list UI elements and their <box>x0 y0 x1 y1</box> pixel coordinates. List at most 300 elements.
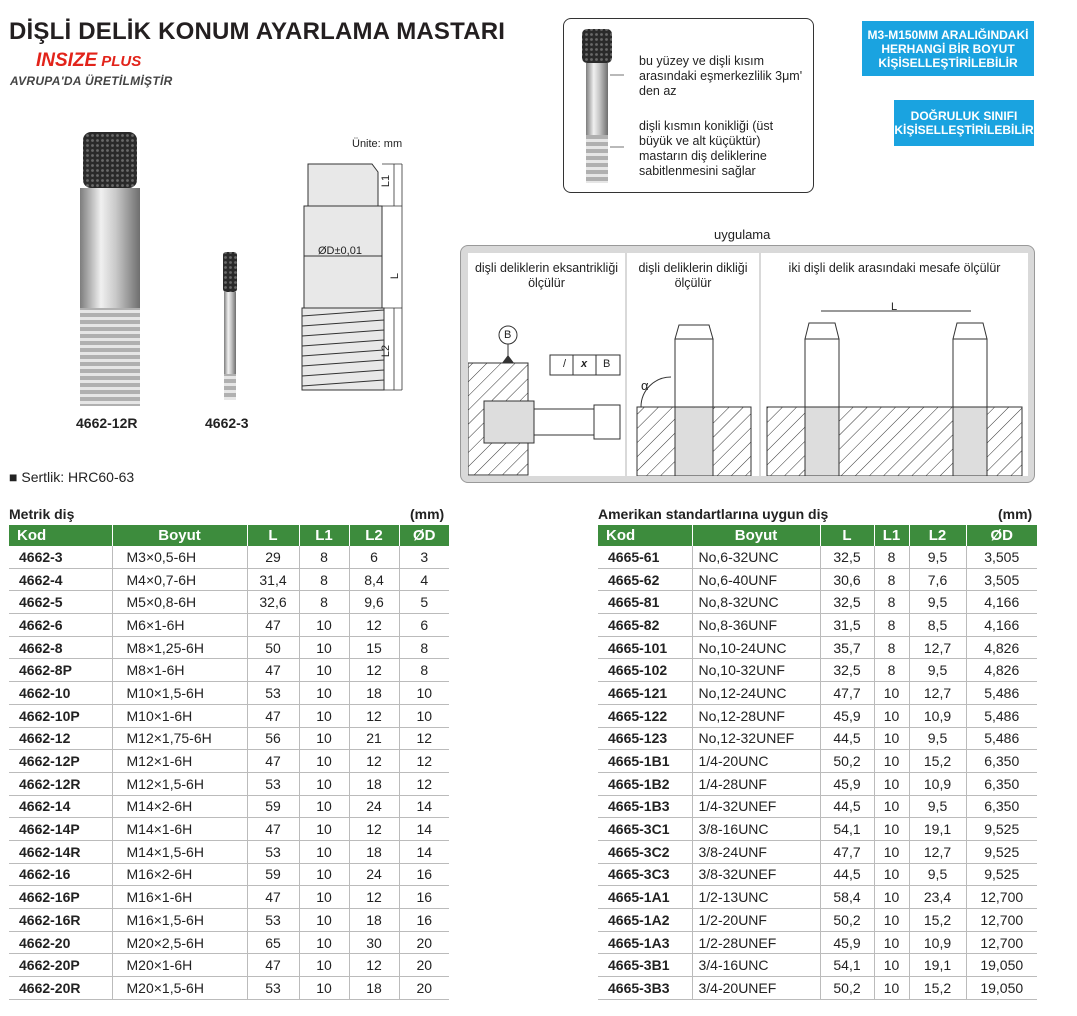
table-row <box>9 954 449 977</box>
table-row <box>598 682 1037 705</box>
cell-boyut: M3×0,5-6H <box>112 546 247 568</box>
cell-kod: 4665-82 <box>598 614 692 637</box>
col-l1: L1 <box>874 525 909 546</box>
cell-l: 32,5 <box>820 591 874 614</box>
cell-kod: 4665-61 <box>598 546 692 568</box>
table-row <box>9 750 449 773</box>
cell-boyut: 1/4-28UNF <box>692 772 820 795</box>
cell-boyut: 3/4-16UNC <box>692 954 820 977</box>
cell-od: 12 <box>399 750 449 773</box>
cell-l: 50,2 <box>820 977 874 1000</box>
distance-label: L <box>891 301 898 313</box>
cell-od: 4,826 <box>966 636 1037 659</box>
cell-l2: 10,9 <box>909 772 966 795</box>
cell-kod: 4662-12P <box>9 750 112 773</box>
cell-l1: 10 <box>299 704 349 727</box>
cell-l1: 10 <box>299 727 349 750</box>
panel-distance <box>761 253 1028 476</box>
cell-l1: 10 <box>874 795 909 818</box>
application-diagram <box>460 245 1035 483</box>
unit-label: Ünite: mm <box>352 138 403 150</box>
cell-od: 16 <box>399 909 449 932</box>
table-row <box>598 546 1037 568</box>
cell-l2: 9,5 <box>909 863 966 886</box>
table-row <box>598 909 1037 932</box>
col-kod: Kod <box>9 525 112 546</box>
cell-l: 32,5 <box>820 659 874 682</box>
panel-perpendicularity <box>627 253 759 476</box>
cell-od: 12,700 <box>966 909 1037 932</box>
cell-l: 59 <box>247 795 299 818</box>
cell-l1: 8 <box>874 659 909 682</box>
cell-l2: 18 <box>349 909 399 932</box>
alpha-label: α <box>641 378 649 393</box>
cell-od: 16 <box>399 886 449 909</box>
cell-kod: 4665-1B2 <box>598 772 692 795</box>
gauge-callout-image <box>574 27 624 187</box>
cell-kod: 4662-16P <box>9 886 112 909</box>
american-title: Amerikan standartlarına uygun diş <box>598 506 829 522</box>
cell-l1: 8 <box>874 614 909 637</box>
cell-boyut: M14×1,5-6H <box>112 840 247 863</box>
table-row <box>598 795 1037 818</box>
cell-l2: 15,2 <box>909 977 966 1000</box>
cell-od: 12 <box>399 727 449 750</box>
col-l1: L1 <box>299 525 349 546</box>
cell-od: 4,166 <box>966 591 1037 614</box>
cell-boyut: M8×1,25-6H <box>112 636 247 659</box>
cell-kod: 4662-14R <box>9 840 112 863</box>
cell-l1: 10 <box>874 750 909 773</box>
table-row <box>598 772 1037 795</box>
cell-kod: 4662-6 <box>9 614 112 637</box>
cell-l: 32,6 <box>247 591 299 614</box>
cell-l: 58,4 <box>820 886 874 909</box>
cell-l1: 10 <box>299 840 349 863</box>
cell-l1: 8 <box>299 546 349 568</box>
cell-l1: 10 <box>874 682 909 705</box>
cell-od: 16 <box>399 863 449 886</box>
cell-l1: 10 <box>874 727 909 750</box>
cell-l: 53 <box>247 772 299 795</box>
cell-kod: 4662-14P <box>9 818 112 841</box>
cell-od: 10 <box>399 682 449 705</box>
cell-od: 4 <box>399 568 449 591</box>
cell-l2: 12 <box>349 614 399 637</box>
cell-boyut: M16×1-6H <box>112 886 247 909</box>
cell-od: 9,525 <box>966 840 1037 863</box>
cell-od: 6,350 <box>966 750 1037 773</box>
cell-l: 47 <box>247 750 299 773</box>
cell-od: 14 <box>399 818 449 841</box>
metric-title: Metrik diş <box>9 506 75 522</box>
table-row <box>9 818 449 841</box>
american-unit: (mm) <box>998 506 1033 522</box>
cell-l1: 10 <box>874 772 909 795</box>
feature-callout <box>563 18 814 193</box>
cell-l: 50,2 <box>820 909 874 932</box>
cell-l: 53 <box>247 909 299 932</box>
cell-boyut: No,8-32UNC <box>692 591 820 614</box>
cell-l1: 10 <box>874 863 909 886</box>
brand-name: INSIZE <box>36 50 98 71</box>
cell-l1: 10 <box>299 795 349 818</box>
cell-od: 20 <box>399 931 449 954</box>
cell-l: 44,5 <box>820 795 874 818</box>
table-row <box>598 954 1037 977</box>
cell-boyut: 1/4-32UNEF <box>692 795 820 818</box>
cell-boyut: M5×0,8-6H <box>112 591 247 614</box>
col-l: L <box>247 525 299 546</box>
cell-boyut: 3/4-20UNEF <box>692 977 820 1000</box>
cell-od: 20 <box>399 954 449 977</box>
cell-boyut: M16×1,5-6H <box>112 909 247 932</box>
col-boyut: Boyut <box>692 525 820 546</box>
dim-od: ØD±0,01 <box>318 245 362 257</box>
cell-boyut: M12×1,5-6H <box>112 772 247 795</box>
table-row <box>598 977 1037 1000</box>
cell-l: 31,4 <box>247 568 299 591</box>
cell-l2: 8,4 <box>349 568 399 591</box>
made-in-label: AVRUPA'DA ÜRETİLMİŞTİR <box>10 74 173 88</box>
cell-kod: 4665-123 <box>598 727 692 750</box>
cell-l1: 10 <box>299 886 349 909</box>
cell-boyut: 1/2-20UNF <box>692 909 820 932</box>
accuracy-custom-badge: DOĞRULUK SINIFI KİŞİSELLEŞTİRİLEBİLİR <box>894 100 1034 146</box>
fcf-datum: B <box>603 358 611 370</box>
table-row <box>598 750 1037 773</box>
col-kod: Kod <box>598 525 692 546</box>
brand-plus: PLUS <box>101 53 142 70</box>
cell-l: 44,5 <box>820 863 874 886</box>
cell-od: 8 <box>399 659 449 682</box>
cell-l2: 12 <box>349 750 399 773</box>
cell-l2: 12,7 <box>909 682 966 705</box>
hardness-note: ■ Sertlik: HRC60-63 <box>9 469 135 485</box>
cell-l2: 19,1 <box>909 954 966 977</box>
cell-kod: 4662-4 <box>9 568 112 591</box>
cell-od: 3 <box>399 546 449 568</box>
cell-kod: 4662-20P <box>9 954 112 977</box>
cell-kod: 4662-20 <box>9 931 112 954</box>
brand-logo <box>36 50 141 72</box>
cell-od: 8 <box>399 636 449 659</box>
cell-l: 30,6 <box>820 568 874 591</box>
cell-l1: 10 <box>874 818 909 841</box>
table-row <box>598 704 1037 727</box>
cell-l1: 10 <box>299 954 349 977</box>
cell-l2: 12 <box>349 659 399 682</box>
cell-od: 14 <box>399 795 449 818</box>
table-row <box>9 795 449 818</box>
cell-od: 12,700 <box>966 931 1037 954</box>
cell-l: 47 <box>247 659 299 682</box>
dim-l1: L1 <box>380 174 393 188</box>
cell-kod: 4665-3C3 <box>598 863 692 886</box>
cell-boyut: No,12-24UNC <box>692 682 820 705</box>
cell-l2: 12,7 <box>909 840 966 863</box>
cell-l: 44,5 <box>820 727 874 750</box>
dim-l: L <box>389 272 402 280</box>
cell-l2: 30 <box>349 931 399 954</box>
table-row <box>598 568 1037 591</box>
table-row <box>598 863 1037 886</box>
cell-l1: 10 <box>874 977 909 1000</box>
cell-kod: 4665-1A1 <box>598 886 692 909</box>
cell-kod: 4662-14 <box>9 795 112 818</box>
cell-od: 12,700 <box>966 886 1037 909</box>
cell-od: 5 <box>399 591 449 614</box>
fcf-x: x <box>581 358 588 370</box>
cell-l: 45,9 <box>820 772 874 795</box>
cell-l2: 12 <box>349 954 399 977</box>
cell-kod: 4662-10 <box>9 682 112 705</box>
col-boyut: Boyut <box>112 525 247 546</box>
col-l2: L2 <box>349 525 399 546</box>
table-row <box>598 931 1037 954</box>
cell-l: 35,7 <box>820 636 874 659</box>
cell-od: 20 <box>399 977 449 1000</box>
table-row <box>9 636 449 659</box>
cell-kod: 4665-3B3 <box>598 977 692 1000</box>
panel-perpendicularity-title: dişli deliklerin dikliği ölçülür <box>638 261 748 290</box>
table-row <box>598 818 1037 841</box>
cell-l1: 8 <box>299 591 349 614</box>
fcf-symbol: / <box>563 358 567 370</box>
cell-od: 10 <box>399 704 449 727</box>
cell-boyut: M20×1-6H <box>112 954 247 977</box>
cell-l1: 10 <box>299 977 349 1000</box>
table-row <box>9 727 449 750</box>
cell-l1: 10 <box>299 750 349 773</box>
cell-l1: 10 <box>299 659 349 682</box>
cell-l2: 12,7 <box>909 636 966 659</box>
cell-l1: 8 <box>299 568 349 591</box>
cell-l1: 8 <box>874 568 909 591</box>
cell-l1: 10 <box>874 886 909 909</box>
table-row <box>9 931 449 954</box>
cell-kod: 4665-102 <box>598 659 692 682</box>
table-row <box>9 704 449 727</box>
cell-l: 50 <box>247 636 299 659</box>
metric-unit: (mm) <box>410 506 445 522</box>
product-label-large: 4662-12R <box>76 415 138 431</box>
cell-kod: 4662-12R <box>9 772 112 795</box>
cell-l2: 7,6 <box>909 568 966 591</box>
table-row <box>598 591 1037 614</box>
cell-boyut: M12×1-6H <box>112 750 247 773</box>
cell-l2: 10,9 <box>909 931 966 954</box>
table-row <box>9 886 449 909</box>
cell-boyut: No,6-40UNF <box>692 568 820 591</box>
cell-od: 6 <box>399 614 449 637</box>
cell-l2: 19,1 <box>909 818 966 841</box>
cell-boyut: M14×2-6H <box>112 795 247 818</box>
cell-l2: 15,2 <box>909 750 966 773</box>
cell-l1: 8 <box>874 636 909 659</box>
table-row <box>9 772 449 795</box>
cell-l: 59 <box>247 863 299 886</box>
cell-kod: 4665-1A2 <box>598 909 692 932</box>
cell-l2: 9,6 <box>349 591 399 614</box>
cell-l: 54,1 <box>820 954 874 977</box>
table-row <box>598 886 1037 909</box>
cell-l2: 10,9 <box>909 704 966 727</box>
table-row <box>9 840 449 863</box>
cell-l1: 10 <box>874 931 909 954</box>
cell-kod: 4665-81 <box>598 591 692 614</box>
table-row <box>9 682 449 705</box>
cell-l2: 6 <box>349 546 399 568</box>
cell-od: 9,525 <box>966 818 1037 841</box>
cell-l: 53 <box>247 977 299 1000</box>
cell-boyut: M6×1-6H <box>112 614 247 637</box>
cell-kod: 4662-20R <box>9 977 112 1000</box>
panel-eccentricity <box>468 253 625 476</box>
cell-kod: 4665-1A3 <box>598 931 692 954</box>
cell-l1: 10 <box>874 954 909 977</box>
cell-kod: 4662-3 <box>9 546 112 568</box>
table-row <box>9 591 449 614</box>
cell-l1: 10 <box>299 772 349 795</box>
cell-kod: 4662-10P <box>9 704 112 727</box>
gauge-4662-12r-image <box>70 128 150 412</box>
table-row <box>598 659 1037 682</box>
cell-l2: 12 <box>349 886 399 909</box>
cell-kod: 4665-122 <box>598 704 692 727</box>
table-row <box>9 909 449 932</box>
product-label-small: 4662-3 <box>205 415 249 431</box>
cell-od: 5,486 <box>966 704 1037 727</box>
cell-l2: 18 <box>349 840 399 863</box>
table-row <box>598 840 1037 863</box>
cell-l2: 8,5 <box>909 614 966 637</box>
cell-kod: 4662-8P <box>9 659 112 682</box>
cell-kod: 4662-16R <box>9 909 112 932</box>
cell-l: 47 <box>247 818 299 841</box>
cell-od: 5,486 <box>966 682 1037 705</box>
concentricity-note: bu yüzey ve dişli kısım arasındaki eşmerkezlilik 3μm' den az <box>639 54 803 98</box>
cell-boyut: 1/2-13UNC <box>692 886 820 909</box>
cell-kod: 4665-62 <box>598 568 692 591</box>
cell-od: 12 <box>399 772 449 795</box>
cell-l: 53 <box>247 840 299 863</box>
cell-boyut: No,8-36UNF <box>692 614 820 637</box>
cell-l1: 10 <box>874 909 909 932</box>
cell-l: 45,9 <box>820 931 874 954</box>
cell-boyut: M8×1-6H <box>112 659 247 682</box>
cell-boyut: No,6-32UNC <box>692 546 820 568</box>
cell-l1: 10 <box>299 818 349 841</box>
cell-boyut: M20×2,5-6H <box>112 931 247 954</box>
cell-l: 45,9 <box>820 704 874 727</box>
cell-kod: 4662-16 <box>9 863 112 886</box>
cell-boyut: No,10-32UNF <box>692 659 820 682</box>
cell-boyut: M20×1,5-6H <box>112 977 247 1000</box>
cell-l2: 18 <box>349 977 399 1000</box>
cell-l1: 10 <box>299 682 349 705</box>
cell-kod: 4665-3C1 <box>598 818 692 841</box>
cell-l2: 18 <box>349 772 399 795</box>
hardness-text: Sertlik: HRC60-63 <box>21 469 135 485</box>
cell-l2: 9,5 <box>909 546 966 568</box>
gauge-4662-3-image <box>218 250 242 404</box>
cell-kod: 4665-101 <box>598 636 692 659</box>
cell-l2: 12 <box>349 818 399 841</box>
table-row <box>598 727 1037 750</box>
cell-od: 3,505 <box>966 546 1037 568</box>
cell-l: 29 <box>247 546 299 568</box>
cell-kod: 4665-3B1 <box>598 954 692 977</box>
cell-od: 19,050 <box>966 954 1037 977</box>
cell-od: 14 <box>399 840 449 863</box>
cell-kod: 4662-5 <box>9 591 112 614</box>
panel-eccentricity-title: dişli deliklerin eksantrikliği ölçülür <box>474 261 619 290</box>
cell-kod: 4665-1B3 <box>598 795 692 818</box>
cell-l2: 23,4 <box>909 886 966 909</box>
cell-boyut: M16×2-6H <box>112 863 247 886</box>
table-row <box>9 568 449 591</box>
cell-kod: 4662-8 <box>9 636 112 659</box>
cell-l: 54,1 <box>820 818 874 841</box>
cell-l: 47 <box>247 614 299 637</box>
cell-boyut: M10×1-6H <box>112 704 247 727</box>
cell-l1: 10 <box>299 636 349 659</box>
cell-boyut: 1/2-28UNEF <box>692 931 820 954</box>
cell-l2: 9,5 <box>909 659 966 682</box>
cell-l: 47,7 <box>820 840 874 863</box>
cell-l1: 10 <box>299 909 349 932</box>
table-row <box>9 546 449 568</box>
cell-kod: 4665-1B1 <box>598 750 692 773</box>
cell-boyut: 3/8-24UNF <box>692 840 820 863</box>
cell-l: 53 <box>247 682 299 705</box>
cell-l1: 8 <box>874 591 909 614</box>
cell-od: 19,050 <box>966 977 1037 1000</box>
cell-l1: 10 <box>299 614 349 637</box>
table-row <box>9 863 449 886</box>
cell-l2: 15 <box>349 636 399 659</box>
cell-od: 3,505 <box>966 568 1037 591</box>
application-title: uygulama <box>714 227 771 242</box>
cell-od: 4,166 <box>966 614 1037 637</box>
cell-l: 47,7 <box>820 682 874 705</box>
cell-boyut: No,12-28UNF <box>692 704 820 727</box>
panel-distance-title: iki dişli delik arasındaki mesafe ölçülür <box>788 261 1001 275</box>
cell-od: 5,486 <box>966 727 1037 750</box>
datum-label: B <box>504 329 512 341</box>
cell-od: 6,350 <box>966 772 1037 795</box>
table-row <box>598 636 1037 659</box>
cell-kod: 4665-121 <box>598 682 692 705</box>
cell-l: 65 <box>247 931 299 954</box>
cell-l2: 18 <box>349 682 399 705</box>
col-od: ØD <box>399 525 449 546</box>
size-custom-badge: M3-M150MM ARALIĞINDAKİ HERHANGİ BİR BOYUT KİŞİSELLEŞTİRİLEBİLİR <box>862 21 1034 76</box>
table-row <box>9 659 449 682</box>
cell-l2: 24 <box>349 863 399 886</box>
cell-boyut: M4×0,7-6H <box>112 568 247 591</box>
cell-l: 47 <box>247 954 299 977</box>
cell-l1: 10 <box>874 704 909 727</box>
page-title: DİŞLİ DELİK KONUM AYARLAMA MASTARI <box>9 18 506 45</box>
taper-note: dişli kısmın konikliği (üst büyük ve alt küçüktür) mastarın diş deliklerine sabitlenmesini sağlar <box>639 119 774 178</box>
cell-l: 47 <box>247 886 299 909</box>
cell-od: 4,826 <box>966 659 1037 682</box>
metric-table <box>9 525 449 1000</box>
cell-l1: 10 <box>299 863 349 886</box>
cell-boyut: No,10-24UNC <box>692 636 820 659</box>
